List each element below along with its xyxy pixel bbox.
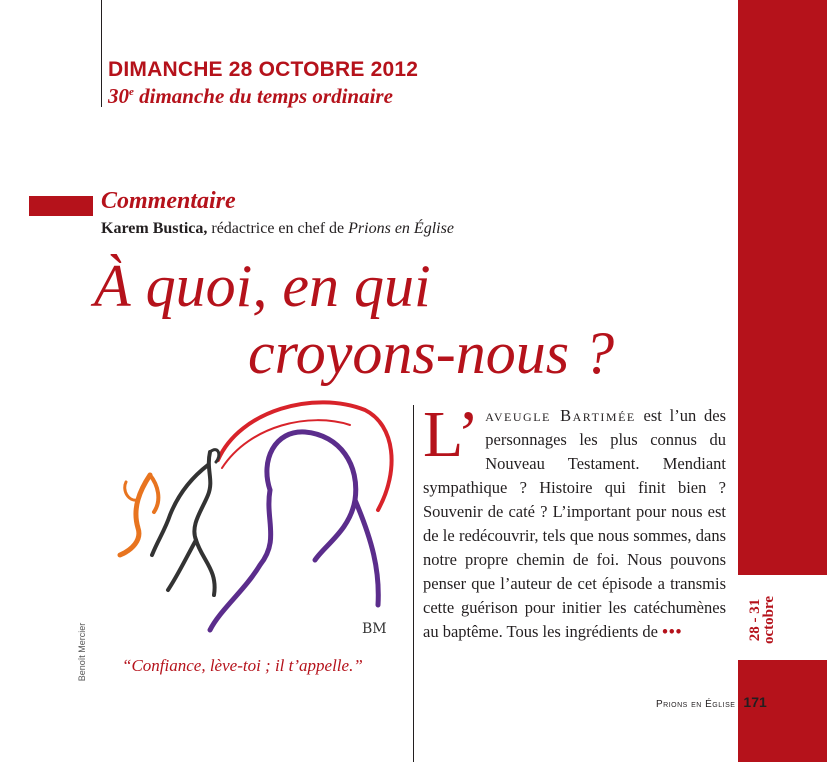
section-label: Commentaire bbox=[101, 188, 236, 214]
byline bbox=[101, 220, 454, 238]
column-rule bbox=[413, 405, 414, 762]
illustration-caption: “Confiance, lève-toi ; il t’appelle.” bbox=[122, 656, 363, 675]
drop-cap: L’ bbox=[423, 398, 480, 471]
illustration bbox=[110, 390, 400, 650]
date-range-label: 28 - 31 bbox=[747, 598, 763, 642]
article-title-line-2: croyons-nous ? bbox=[248, 320, 615, 386]
ordinal-suffix: e bbox=[129, 86, 134, 98]
sunday-title bbox=[108, 84, 393, 109]
lead-words: aveugle Bartimée bbox=[485, 406, 636, 425]
footer-publication: Prions en Église bbox=[656, 699, 736, 710]
article-title-line-1: À quoi, en qui bbox=[94, 253, 431, 319]
author-role: rédactrice en chef de bbox=[207, 220, 349, 237]
ordinal-number: 30 bbox=[108, 84, 129, 108]
page-number: 171 bbox=[743, 694, 767, 710]
body-text: est l’un des personnages les plus connus du Nouveau Testament. Mendiant sympathique ? Histoire qui finit bien ? Souvenir de caté ? L’important pour nous est de le redécouvrir, tels que nous sommes, dans notre propre chemin de foi. Nous pouvons penser que l’auteur de cet épisode a transmis cette guérison pour initier les catéchumènes au baptême. Tous les ingrédients de bbox=[423, 406, 726, 641]
page-footer bbox=[656, 694, 767, 712]
publication-name: Prions en Église bbox=[348, 220, 454, 237]
side-tab-date bbox=[742, 585, 782, 655]
header-date: DIMANCHE 28 OCTOBRE 2012 bbox=[108, 58, 419, 81]
flame-stroke-2 bbox=[150, 475, 158, 512]
figure-shoulder bbox=[210, 490, 271, 630]
figure-head bbox=[267, 432, 356, 560]
artist-signature: BM bbox=[362, 621, 387, 637]
figure-back bbox=[355, 500, 378, 605]
section-marker bbox=[29, 196, 93, 216]
photo-credit: Benoît Mercier bbox=[77, 622, 87, 682]
flame-stroke-3 bbox=[125, 482, 138, 500]
dancer-leg bbox=[168, 540, 196, 590]
continued-marker: ••• bbox=[662, 622, 683, 641]
author-name: Karem Bustica, bbox=[101, 220, 208, 237]
halo-stroke bbox=[218, 402, 392, 510]
month-label: octobre bbox=[761, 595, 777, 645]
top-left-rule bbox=[101, 0, 102, 107]
sunday-title-text: dimanche du temps ordinaire bbox=[133, 84, 393, 108]
article-body bbox=[423, 398, 726, 644]
